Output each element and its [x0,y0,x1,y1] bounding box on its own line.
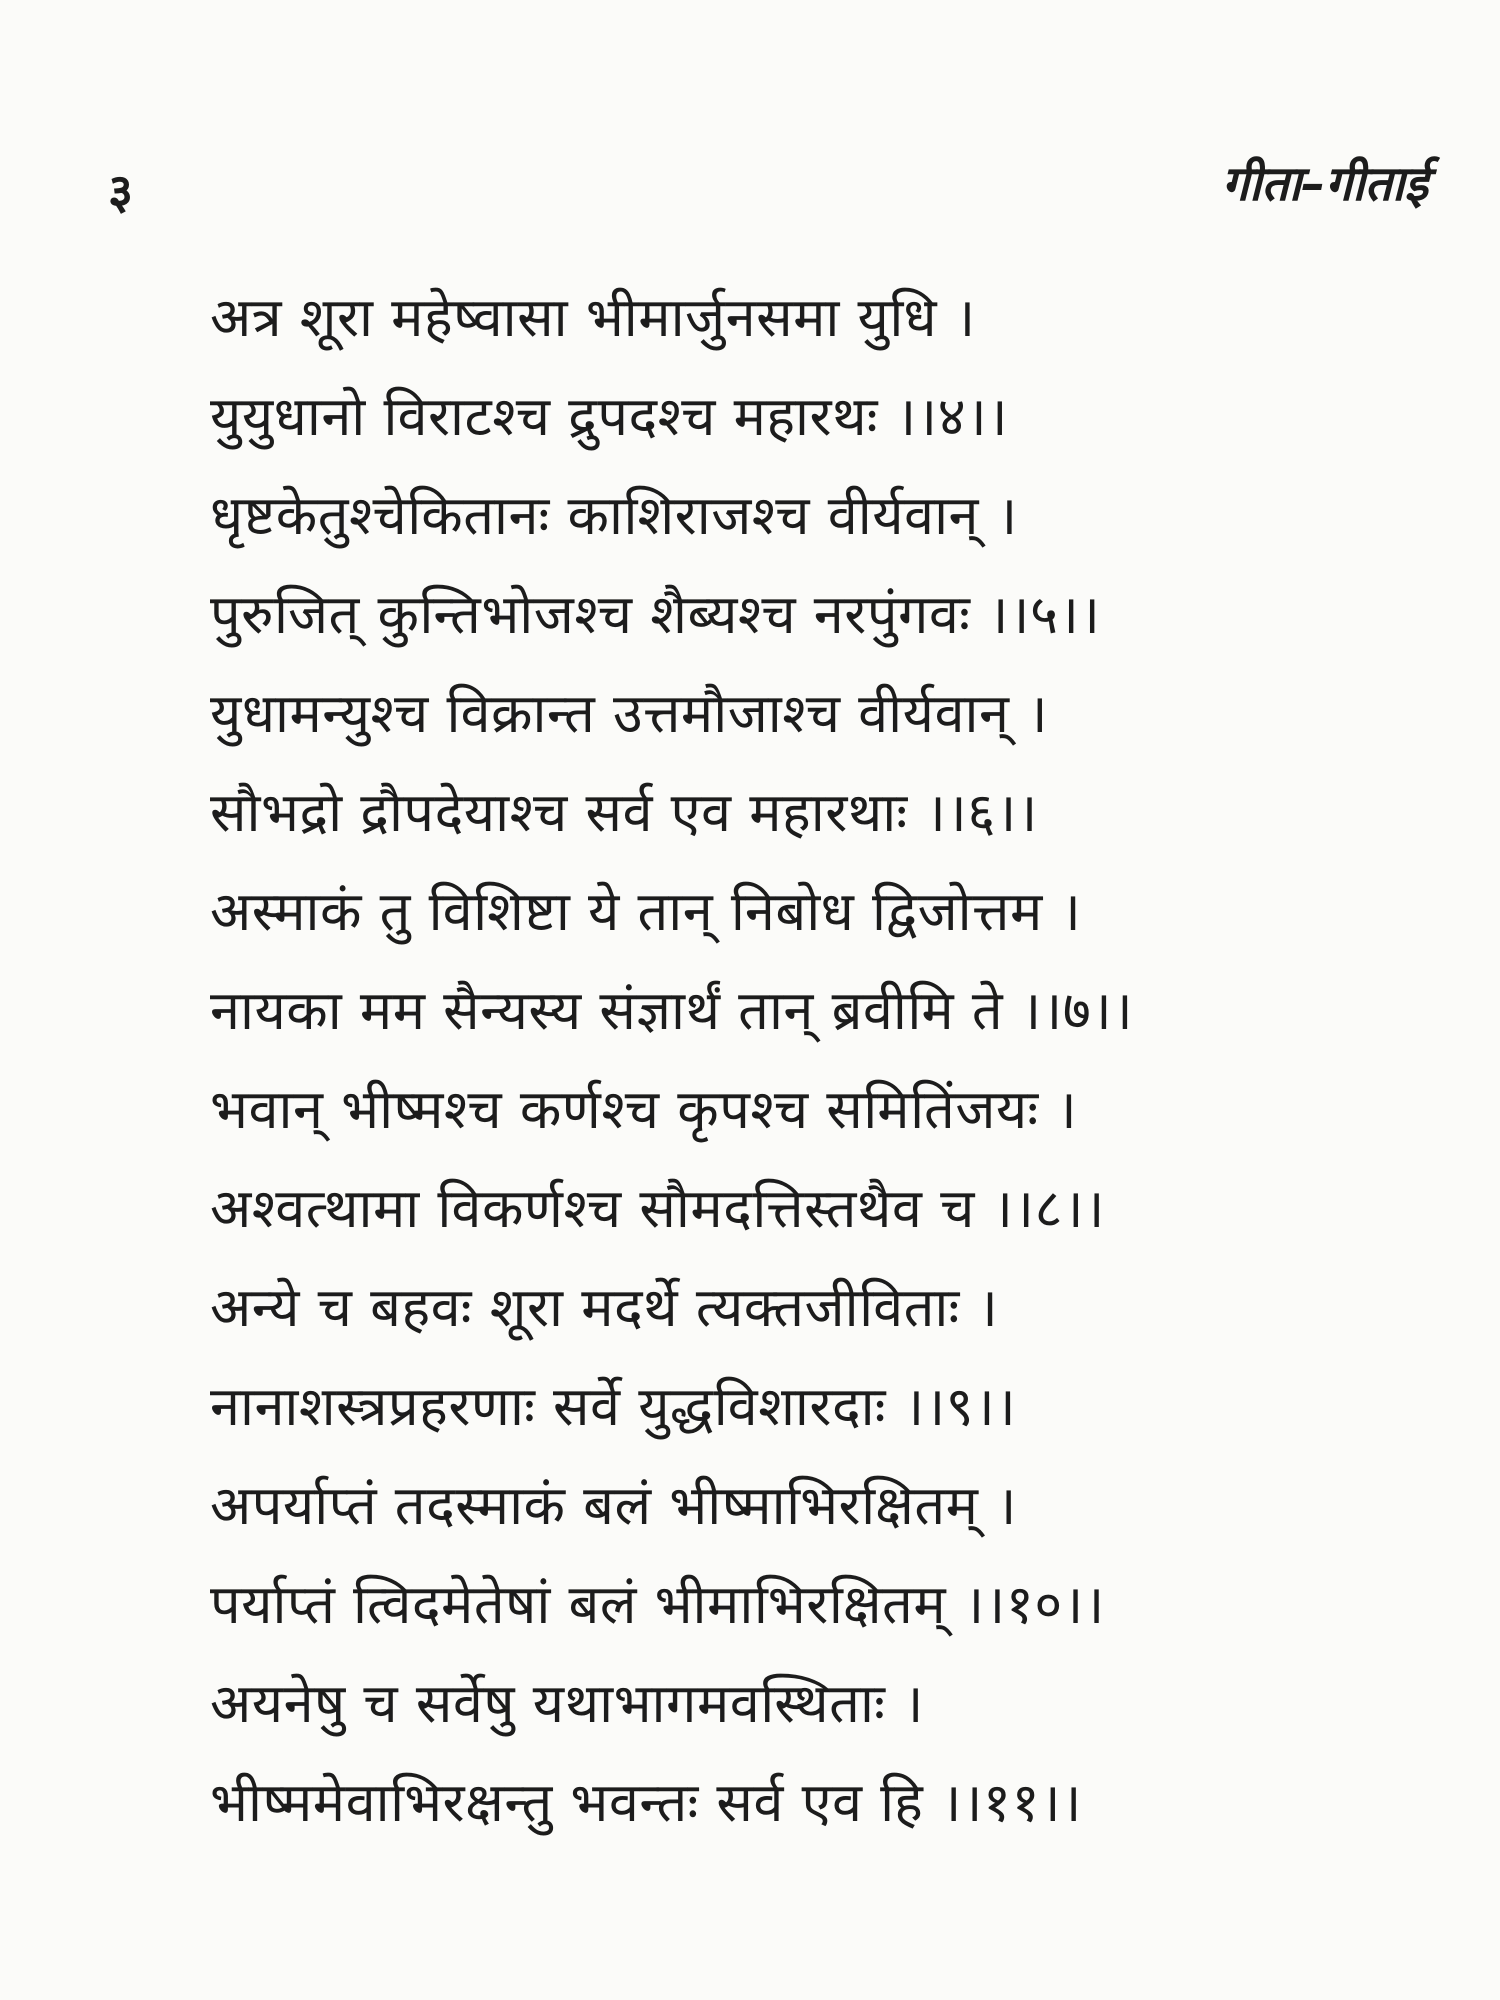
verse-list [210,268,1470,1852]
verse-line: युधामन्युश्च विक्रान्त उत्तमौजाश्च वीर्यवान् । [210,682,1049,745]
running-header-title: गीता–गीताई [1221,156,1428,212]
verse-line: अश्वत्थामा विकर्णश्च सौमदत्तिस्तथैव च ।।८।। [210,1177,1105,1240]
verse-line: धृष्टकेतुश्चेकितानः काशिराजश्च वीर्यवान् । [210,484,1018,547]
page-number: ३ [108,164,133,220]
verse-line: भीष्ममेवाभिरक्षन्तु भवन्तः सर्व एव हि ।।११।। [210,1771,1082,1834]
verse-line: नानाशस्त्रप्रहरणाः सर्वे युद्धविशारदाः ।।९।। [210,1375,1017,1438]
verse-line: पर्याप्तं त्विदमेतेषां बलं भीमाभिरक्षितम् ।।१०।। [210,1573,1105,1636]
verse-line: युयुधानो विराटश्च द्रुपदश्च महारथः ।।४।। [210,385,1009,448]
verse-line: अपर्याप्तं तदस्माकं बलं भीष्माभिरक्षितम् । [210,1474,1018,1537]
verse-line: अन्ये च बहवः शूरा मदर्थे त्यक्तजीविताः । [210,1276,999,1339]
verse-line: अयनेषु च सर्वेषु यथाभागमवस्थिताः । [210,1672,924,1735]
verse-line: पुरुजित् कुन्तिभोजश्च शैब्यश्च नरपुंगवः ।।५।। [210,583,1101,646]
verse-line: नायका मम सैन्यस्य संज्ञार्थं तान् ब्रवीमि ते ।।७।। [210,979,1134,1042]
verse-line: भवान् भीष्मश्च कर्णश्च कृपश्च समितिंजयः । [210,1078,1078,1141]
verse-line: सौभद्रो द्रौपदेयाश्च सर्व एव महारथाः ।।६।। [210,781,1038,844]
verse-line: अस्माकं तु विशिष्टा ये तान् निबोध द्विजोत्तम । [210,880,1082,943]
verse-line: अत्र शूरा महेष्वासा भीमार्जुनसमा युधि । [210,286,976,349]
